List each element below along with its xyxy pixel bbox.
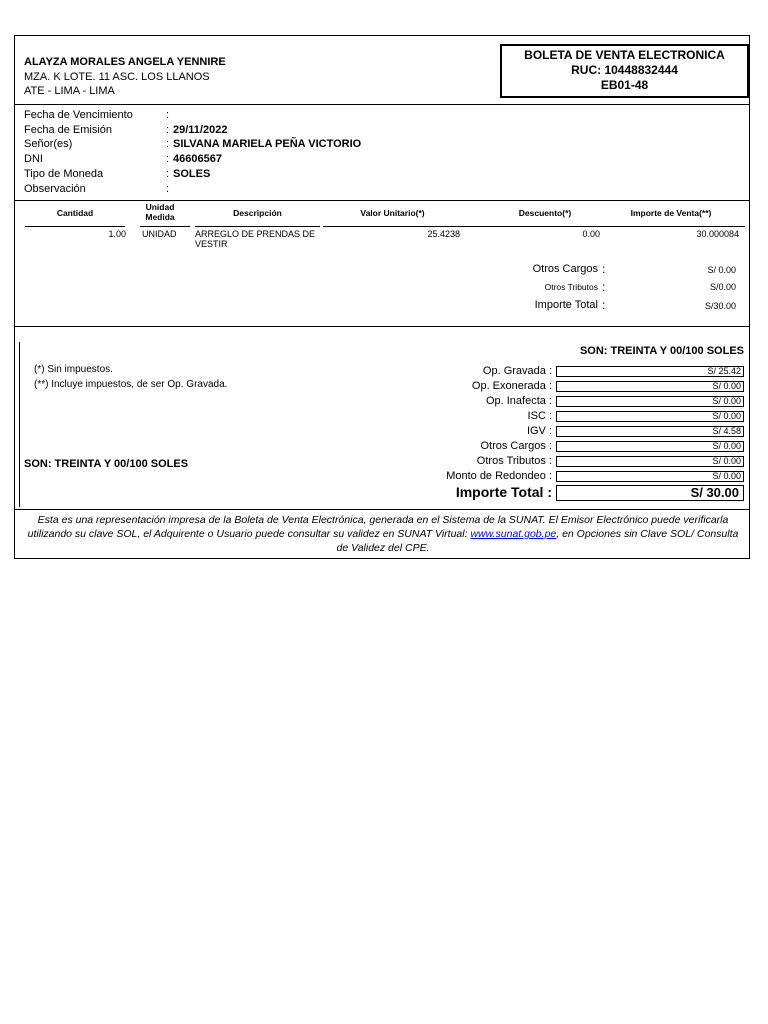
op-inafecta-label: Op. Inafecta :: [485, 395, 552, 407]
op-exonerada-value: S/ 0.00: [556, 381, 744, 392]
notes-label: Observación: [24, 183, 86, 195]
currency-label: Tipo de Moneda: [24, 168, 104, 180]
header-discount: Descuento(*): [518, 208, 572, 218]
colon: :: [166, 153, 170, 165]
other-charges-total-value: S/ 0.00: [556, 441, 744, 452]
document-id-box: [500, 44, 749, 98]
document-type: BOLETA DE VENTA ELECTRONICA: [524, 48, 725, 62]
igv-label: IGV :: [526, 425, 552, 437]
colon: :: [602, 280, 606, 294]
issuer-name: ALAYZA MORALES ANGELA YENNIRE: [24, 56, 226, 68]
other-taxes-value: S/0.00: [709, 282, 736, 292]
issuer-district: ATE - LIMA - LIMA: [24, 85, 115, 97]
header-underline: [323, 226, 745, 227]
rounding-value: S/ 0.00: [556, 471, 744, 482]
sunat-link[interactable]: www.sunat.gob.pe: [470, 528, 557, 540]
amount-in-words-left: SON: TREINTA Y 00/100 SOLES: [24, 458, 189, 470]
dni-value: 46606567: [173, 153, 222, 165]
customer-value: SILVANA MARIELA PEÑA VICTORIO: [173, 138, 362, 150]
isc-label: ISC :: [527, 410, 552, 422]
header-underline: [195, 226, 320, 227]
colon: :: [166, 124, 170, 136]
issuer-address: MZA. K LOTE. 11 ASC. LOS LLANOS: [24, 71, 210, 83]
colon: :: [166, 109, 170, 121]
other-charges-value: S/ 0.00: [707, 265, 736, 275]
colon: :: [602, 298, 606, 312]
left-rule: [19, 342, 20, 507]
row-unit-value: 25.4238: [427, 229, 460, 239]
dni-label: DNI: [24, 153, 43, 165]
header-unit-value: Valor Unitario(*): [360, 208, 425, 218]
row-qty: 1.00: [108, 229, 126, 239]
currency-value: SOLES: [173, 168, 211, 180]
rounding-label: Monto de Redondeo :: [446, 470, 552, 482]
footer-text-after-link: , en Opciones sin Clave SOL/ Consulta de Validez del CPE.: [336, 528, 739, 554]
colon: :: [166, 168, 170, 180]
other-taxes-total-value: S/ 0.00: [556, 456, 744, 467]
colon: :: [166, 138, 170, 150]
divider: [15, 104, 749, 105]
table-top-border: [15, 200, 749, 201]
grand-total-value: S/ 30.00: [556, 485, 744, 501]
document-number: EB01-48: [600, 78, 649, 92]
colon: :: [602, 262, 606, 276]
header-unit: Unidad Medida: [145, 202, 175, 222]
other-taxes-label: Otros Tributos: [544, 282, 598, 292]
footer-text-before-link: Esta es una representación impresa de la Boleta de Venta Electrónica, generada en el Sistema de la SUNAT. El Emisor Electrónico puede verificarla utilizando su clave SOL, el Adquirente o Usuario puede consultar su validez en SUNAT Virtual:: [27, 514, 729, 540]
issue-date-value: 29/11/2022: [173, 124, 228, 136]
row-description: ARREGLO DE PRENDAS DE VESTIR: [195, 229, 316, 249]
op-inafecta-value: S/ 0.00: [556, 396, 744, 407]
legal-footer: [25, 513, 741, 555]
customer-label: Señor(es): [24, 138, 73, 150]
other-taxes-total-label: Otros Tributos :: [476, 455, 552, 467]
row-amount: 30.000084: [696, 229, 739, 239]
amount-in-words-right: SON: TREINTA Y 00/100 SOLES: [579, 345, 744, 357]
other-charges-total-label: Otros Cargos :: [480, 440, 552, 452]
grand-total-label: Importe Total :: [455, 484, 552, 500]
item-total-value: S/30.00: [704, 301, 736, 311]
op-gravada-label: Op. Gravada :: [482, 365, 552, 377]
header-underline: [140, 226, 190, 227]
divider: [15, 326, 749, 327]
igv-value: S/ 4.58: [556, 426, 744, 437]
header-underline: [25, 226, 125, 227]
item-total-label: Importe Total: [534, 299, 598, 311]
divider: [15, 509, 749, 510]
header-qty: Cantidad: [56, 208, 94, 218]
op-gravada-value: S/ 25.42: [556, 366, 744, 377]
other-charges-label: Otros Cargos: [532, 263, 598, 275]
header-description: Descripción: [233, 208, 282, 218]
isc-value: S/ 0.00: [556, 411, 744, 422]
colon: :: [166, 183, 170, 195]
issue-date-label: Fecha de Emisión: [24, 124, 113, 136]
row-unit: UNIDAD: [142, 229, 177, 239]
invoice-frame: [14, 35, 750, 559]
document-ruc: RUC: 10448832444: [571, 63, 678, 77]
due-date-label: Fecha de Vencimiento: [24, 109, 133, 121]
row-discount: 0.00: [582, 229, 600, 239]
note-no-taxes: (*) Sin impuestos.: [34, 364, 113, 375]
note-includes-taxes: (**) Incluye impuestos, de ser Op. Gravada.: [34, 379, 228, 390]
op-exonerada-label: Op. Exonerada :: [471, 380, 552, 392]
header-amount: Importe de Venta(**): [630, 208, 712, 218]
